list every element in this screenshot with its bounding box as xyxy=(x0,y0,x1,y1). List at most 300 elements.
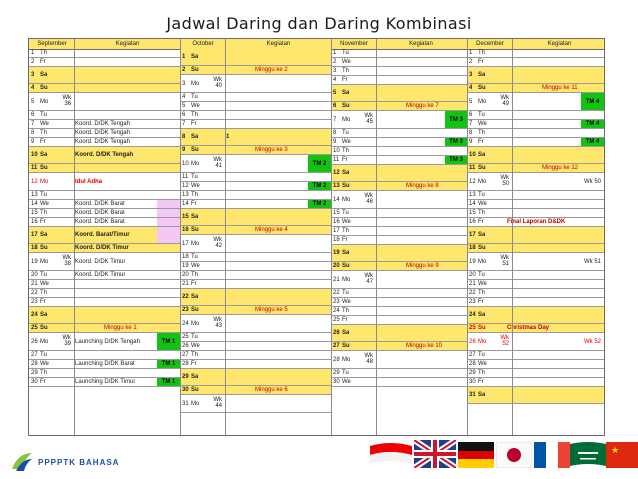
day-number: 15 xyxy=(182,214,189,220)
day-number: 18 xyxy=(333,237,340,243)
week-label: Minggu ke 7 xyxy=(406,103,439,109)
day-name: Mo xyxy=(191,400,200,407)
day-name: Sa xyxy=(342,250,350,256)
september-day-row xyxy=(29,67,180,84)
day-name: Sa xyxy=(40,232,48,238)
day-name: Th xyxy=(40,130,48,136)
day-number: 16 xyxy=(333,219,340,225)
week-number: Wk 38 xyxy=(62,255,71,267)
day-name: Th xyxy=(342,228,350,234)
day-number: 9 xyxy=(31,139,35,145)
december-day-row xyxy=(467,324,604,333)
day-name: Tu xyxy=(191,94,198,100)
day-name: Tu xyxy=(342,210,349,216)
header-kegiatan: Kegiatan xyxy=(266,41,291,47)
december-day-row xyxy=(467,191,604,200)
september-day-row xyxy=(29,298,180,307)
day-name: Th xyxy=(478,210,486,216)
day-name: Tu xyxy=(478,112,485,118)
september-day-row xyxy=(29,227,180,244)
day-name: Mo xyxy=(40,178,49,185)
september-day-row xyxy=(29,164,180,173)
day-name: We xyxy=(478,121,487,127)
december-day-row xyxy=(467,173,604,191)
december-day-row xyxy=(467,280,604,289)
day-number: 22 xyxy=(182,294,189,300)
day-name: Tu xyxy=(478,192,485,198)
october-day-row xyxy=(180,280,331,289)
day-name: Fr xyxy=(478,59,484,65)
november-day-row xyxy=(331,378,467,387)
december-day-row xyxy=(467,200,604,209)
activity-label: Idul Adha xyxy=(75,178,103,185)
october-day-row xyxy=(180,75,331,93)
december-column xyxy=(467,49,604,435)
highlight-cell xyxy=(157,227,180,243)
day-name: Sa xyxy=(191,134,199,140)
september-day-row xyxy=(29,200,180,209)
november-day-row xyxy=(331,245,467,262)
day-name: Fr xyxy=(191,121,197,127)
day-name: Mo xyxy=(478,98,487,105)
day-name: Su xyxy=(40,165,48,171)
november-day-row xyxy=(331,102,467,111)
october-day-row xyxy=(180,209,331,226)
day-number: 4 xyxy=(182,94,186,100)
september-day-row xyxy=(29,209,180,218)
day-number: 17 xyxy=(182,240,189,247)
november-day-row xyxy=(331,351,467,369)
day-name: Su xyxy=(40,325,48,331)
day-number: 2 xyxy=(182,67,186,73)
day-name: Tu xyxy=(342,50,349,56)
day-name: Th xyxy=(478,370,486,376)
day-number: 10 xyxy=(182,160,189,167)
tm-badge: TM 2 xyxy=(308,182,331,190)
day-number: 13 xyxy=(182,192,189,198)
day-number: 30 xyxy=(333,379,340,385)
column-divider xyxy=(512,39,513,435)
october-day-row xyxy=(180,360,331,369)
december-day-row xyxy=(467,387,604,404)
day-number: 29 xyxy=(469,370,476,376)
day-number: 25 xyxy=(182,334,189,340)
day-number: 30 xyxy=(469,379,476,385)
day-name: Sa xyxy=(342,170,350,176)
day-name: Th xyxy=(40,370,48,376)
october-day-row xyxy=(180,102,331,111)
china-flag xyxy=(606,442,638,468)
header-december: December xyxy=(476,41,504,47)
day-name: We xyxy=(342,219,351,225)
calendar-table xyxy=(28,38,605,436)
september-day-row xyxy=(29,173,180,191)
indonesia-flag xyxy=(370,442,412,468)
week-label: Minggu ke 11 xyxy=(542,85,578,91)
december-day-row xyxy=(467,369,604,378)
day-number: 21 xyxy=(31,281,38,287)
day-name: Tu xyxy=(191,174,198,180)
day-name: We xyxy=(40,361,49,367)
november-day-row xyxy=(331,271,467,289)
activity-label: Final Laporan D&DK xyxy=(507,219,566,225)
day-name: Sa xyxy=(478,152,486,158)
day-name: Fr xyxy=(40,379,46,385)
week-label: Minggu ke 2 xyxy=(255,67,288,73)
day-number: 29 xyxy=(333,370,340,376)
day-number: 13 xyxy=(31,192,38,198)
october-day-row xyxy=(180,200,331,209)
tm-badge: TM 1 xyxy=(157,378,180,386)
december-day-row xyxy=(467,129,604,138)
japan-flag xyxy=(496,442,532,468)
day-name: We xyxy=(40,121,49,127)
day-number: 23 xyxy=(469,299,476,305)
day-name: We xyxy=(40,201,49,207)
activity-label: Koord. D/DK Tengah xyxy=(75,121,130,127)
activity-label: Koord. D/DK Barat xyxy=(75,201,125,207)
day-name: Su xyxy=(191,67,199,73)
day-number: 8 xyxy=(182,134,186,140)
day-name: Mo xyxy=(478,258,487,265)
day-name: Th xyxy=(478,290,486,296)
header-kegiatan: Kegiatan xyxy=(547,41,572,47)
day-name: Mo xyxy=(191,320,200,327)
day-name: Su xyxy=(191,227,199,233)
december-day-row xyxy=(467,93,604,111)
day-number: 16 xyxy=(469,219,476,225)
activity-label: Launching D/DK Timur xyxy=(75,379,136,385)
day-name: Su xyxy=(342,263,350,269)
day-name: Su xyxy=(40,245,48,251)
day-name: We xyxy=(478,361,487,367)
day-name: Sa xyxy=(191,374,199,380)
october-day-row xyxy=(180,333,331,342)
highlight-cell xyxy=(157,209,180,217)
activity-label: Koord. D/DK Timur xyxy=(75,245,129,251)
october-day-row xyxy=(180,235,331,253)
day-number: 30 xyxy=(31,379,38,385)
column-divider xyxy=(331,39,332,435)
day-number: 3 xyxy=(182,80,186,87)
day-number: 6 xyxy=(31,112,35,118)
december-day-row xyxy=(467,164,604,173)
october-day-row xyxy=(180,306,331,315)
tm-badge: TM 4 xyxy=(581,93,604,110)
november-day-row xyxy=(331,325,467,342)
activity-label: Koord. D/DK Barat xyxy=(75,219,125,225)
day-name: Mo xyxy=(191,240,200,247)
september-day-row xyxy=(29,129,180,138)
day-number: 22 xyxy=(31,290,38,296)
day-number: 5 xyxy=(182,103,186,109)
day-name: Tu xyxy=(478,272,485,278)
september-day-row xyxy=(29,147,180,164)
day-number: 23 xyxy=(333,299,340,305)
week-number: Wk 44 xyxy=(213,397,222,409)
activity-label: Christmas Day xyxy=(507,325,550,331)
day-number: 10 xyxy=(469,152,476,158)
day-number: 5 xyxy=(469,98,473,105)
day-number: 6 xyxy=(333,103,337,109)
day-name: Fr xyxy=(40,299,46,305)
day-number: 1 xyxy=(469,50,473,56)
day-name: Tu xyxy=(40,112,47,118)
december-day-row xyxy=(467,218,604,227)
day-number: 9 xyxy=(182,147,186,153)
day-number: 3 xyxy=(333,68,337,74)
october-day-row xyxy=(180,66,331,75)
september-day-row xyxy=(29,138,180,147)
day-number: 8 xyxy=(333,130,337,136)
germany-flag xyxy=(458,442,494,468)
day-number: 23 xyxy=(31,299,38,305)
day-name: Su xyxy=(478,245,486,251)
day-number: 14 xyxy=(469,201,476,207)
day-name: Sa xyxy=(40,152,48,158)
week-label: Minggu ke 5 xyxy=(255,307,288,313)
november-day-row xyxy=(331,165,467,182)
day-name: Fr xyxy=(191,281,197,287)
december-day-row xyxy=(467,333,604,351)
day-name: Sa xyxy=(342,90,350,96)
activity-label: Wk 51 xyxy=(583,258,601,265)
activity-label: Launching D/DK Barat xyxy=(75,361,135,367)
day-number: 9 xyxy=(333,139,337,145)
day-number: 31 xyxy=(182,400,189,407)
september-day-row xyxy=(29,49,180,58)
activity-label: Wk 52 xyxy=(583,338,601,345)
day-name: Mo xyxy=(478,338,487,345)
day-number: 7 xyxy=(469,121,473,127)
day-name: Mo xyxy=(40,338,49,345)
day-name: Mo xyxy=(40,258,49,265)
october-day-row xyxy=(180,386,331,395)
october-day-row xyxy=(180,49,331,66)
december-day-row xyxy=(467,378,604,387)
week-number: Wk 43 xyxy=(213,317,222,329)
tm-badge: TM 4 xyxy=(581,138,604,146)
day-number: 5 xyxy=(31,98,35,105)
day-name: Su xyxy=(40,85,48,91)
day-name: Sa xyxy=(478,232,486,238)
day-name: Mo xyxy=(342,356,351,363)
activity-label: Koord. D/DK Tengah xyxy=(75,130,130,136)
november-day-row xyxy=(331,76,467,85)
day-number: 11 xyxy=(182,174,189,180)
day-number: 13 xyxy=(469,192,476,198)
header-october: October xyxy=(192,41,214,47)
day-number: 25 xyxy=(333,317,340,323)
november-day-row xyxy=(331,298,467,307)
day-number: 2 xyxy=(333,59,337,65)
september-day-row xyxy=(29,120,180,129)
day-number: 24 xyxy=(469,312,476,318)
day-number: 3 xyxy=(31,72,35,78)
november-day-row xyxy=(331,85,467,102)
day-name: Tu xyxy=(478,352,485,358)
november-day-row xyxy=(331,147,467,156)
october-day-row xyxy=(180,351,331,360)
day-number: 11 xyxy=(31,165,38,171)
october-day-row xyxy=(180,289,331,306)
tm-badge: TM 3 xyxy=(445,138,467,146)
week-label: Minggu ke 9 xyxy=(406,263,439,269)
day-name: Su xyxy=(191,307,199,313)
november-day-row xyxy=(331,369,467,378)
december-day-row xyxy=(467,120,604,129)
day-number: 19 xyxy=(333,250,340,256)
november-day-row xyxy=(331,58,467,67)
day-name: Sa xyxy=(342,330,350,336)
week-number: Wk 51 xyxy=(500,255,509,267)
november-day-row xyxy=(331,307,467,316)
october-day-row xyxy=(180,111,331,120)
day-number: 23 xyxy=(182,307,189,313)
day-number: 24 xyxy=(182,320,189,327)
day-number: 22 xyxy=(333,290,340,296)
november-day-row xyxy=(331,182,467,191)
week-number: Wk 39 xyxy=(62,335,71,347)
day-name: Mo xyxy=(40,98,49,105)
day-name: Su xyxy=(191,387,199,393)
week-label: Minggu ke 10 xyxy=(406,343,443,349)
day-name: Fr xyxy=(40,59,46,65)
day-name: We xyxy=(191,263,200,269)
day-name: Sa xyxy=(191,214,199,220)
november-day-row xyxy=(331,236,467,245)
day-name: Th xyxy=(40,50,48,56)
september-day-row xyxy=(29,307,180,324)
november-day-row xyxy=(331,49,467,58)
november-day-row xyxy=(331,209,467,218)
day-name: Su xyxy=(342,343,350,349)
activity-label: Koord. D/DK Barat xyxy=(75,210,125,216)
footer-bar xyxy=(0,438,638,479)
day-name: Sa xyxy=(191,54,199,60)
day-number: 18 xyxy=(469,245,476,251)
day-number: 29 xyxy=(182,374,189,380)
tm-badge: TM 3 xyxy=(445,111,467,128)
column-divider xyxy=(467,39,468,435)
day-number: 28 xyxy=(31,361,38,367)
september-day-row xyxy=(29,84,180,93)
week-number: Wk 45 xyxy=(364,113,373,125)
day-name: Mo xyxy=(191,80,200,87)
day-name: Fr xyxy=(342,157,348,163)
day-name: Th xyxy=(191,352,199,358)
day-name: We xyxy=(191,103,200,109)
day-number: 18 xyxy=(182,254,189,260)
day-number: 8 xyxy=(31,130,35,136)
november-day-row xyxy=(331,191,467,209)
day-name: Tu xyxy=(342,290,349,296)
day-number: 11 xyxy=(333,157,340,163)
day-number: 21 xyxy=(182,281,189,287)
september-day-row xyxy=(29,244,180,253)
day-number: 17 xyxy=(333,228,340,234)
day-number: 16 xyxy=(31,219,38,225)
tm-badge: TM 1 xyxy=(157,360,180,368)
day-number: 24 xyxy=(31,312,38,318)
week-label: Minggu ke 1 xyxy=(104,325,137,331)
day-name: We xyxy=(342,59,351,65)
october-column xyxy=(180,49,331,435)
day-number: 13 xyxy=(333,183,340,189)
activity-label: Koord. D/DK Tengah xyxy=(75,152,134,158)
day-name: Th xyxy=(342,68,350,74)
day-number: 20 xyxy=(182,272,189,278)
september-column xyxy=(29,49,180,435)
activity-label: Koord. D/DK Timur xyxy=(75,258,126,265)
day-name: Th xyxy=(40,290,48,296)
day-number: 7 xyxy=(31,121,35,127)
day-number: 15 xyxy=(333,210,340,216)
day-name: Th xyxy=(40,210,48,216)
day-number: 27 xyxy=(469,352,476,358)
october-day-row xyxy=(180,253,331,262)
day-name: Fr xyxy=(342,237,348,243)
column-divider xyxy=(74,39,75,435)
day-number: 26 xyxy=(31,338,38,345)
day-number: 1 xyxy=(31,50,35,56)
december-day-row xyxy=(467,360,604,369)
day-number: 10 xyxy=(333,148,340,154)
tm-badge: TM 2 xyxy=(308,200,331,208)
november-day-row xyxy=(331,289,467,298)
december-day-row xyxy=(467,111,604,120)
november-day-row xyxy=(331,342,467,351)
week-number: Wk 41 xyxy=(213,157,222,169)
day-number: 27 xyxy=(182,352,189,358)
october-day-row xyxy=(180,191,331,200)
activity-label: Wk 50 xyxy=(583,178,601,185)
day-name: Su xyxy=(478,85,486,91)
september-day-row xyxy=(29,324,180,333)
day-number: 28 xyxy=(333,356,340,363)
day-number: 7 xyxy=(182,121,186,127)
day-name: Fr xyxy=(191,201,197,207)
day-number: 19 xyxy=(31,258,38,265)
day-number: 26 xyxy=(469,338,476,345)
day-name: Fr xyxy=(342,317,348,323)
day-name: Fr xyxy=(191,361,197,367)
ppptk-logo-icon xyxy=(10,451,34,473)
activity-label: Launching D/DK Tengah xyxy=(75,338,140,345)
november-column xyxy=(331,49,467,435)
day-name: We xyxy=(40,281,49,287)
week-number: Wk 49 xyxy=(500,95,509,107)
day-name: Sa xyxy=(478,392,486,398)
day-name: Tu xyxy=(191,334,198,340)
september-day-row xyxy=(29,218,180,227)
december-day-row xyxy=(467,138,604,147)
day-number: 12 xyxy=(469,178,476,185)
day-name: Sa xyxy=(40,312,48,318)
november-day-row xyxy=(331,156,467,165)
october-day-row xyxy=(180,93,331,102)
day-number: 14 xyxy=(333,196,340,203)
day-number: 7 xyxy=(333,116,337,123)
week-number: Wk 40 xyxy=(213,77,222,89)
day-name: Su xyxy=(342,103,350,109)
november-day-row xyxy=(331,262,467,271)
october-day-row xyxy=(180,271,331,280)
day-name: Sa xyxy=(191,294,199,300)
september-day-row xyxy=(29,289,180,298)
header-november: November xyxy=(340,41,368,47)
day-number: 16 xyxy=(182,227,189,233)
